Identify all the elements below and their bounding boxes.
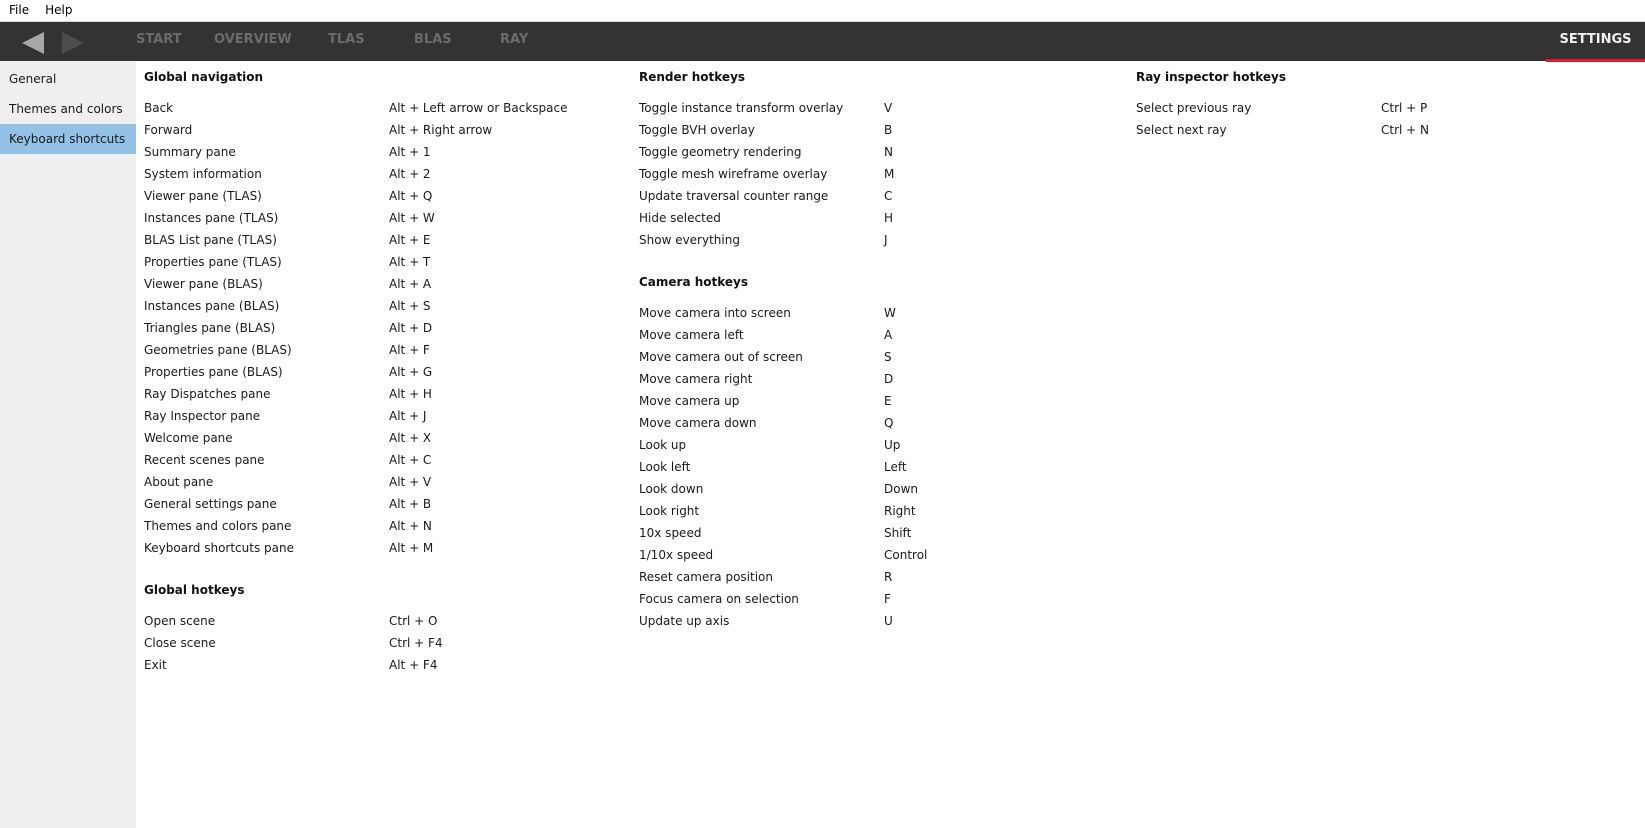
shortcut-action: Toggle mesh wireframe overlay (639, 167, 828, 181)
shortcut-key: Alt + C (389, 453, 432, 467)
shortcut-action: Look up (639, 438, 687, 452)
shortcut-key: Alt + W (389, 211, 435, 225)
shortcut-row (144, 428, 614, 450)
shortcut-key: Alt + F (389, 343, 430, 357)
shortcut-key: J (884, 233, 888, 247)
shortcut-row (144, 142, 614, 164)
shortcut-key: Alt + Q (389, 189, 433, 203)
shortcut-action: Toggle BVH overlay (639, 123, 755, 137)
shortcut-action: 1/10x speed (639, 548, 714, 562)
shortcut-action: Move camera out of screen (639, 350, 803, 364)
shortcut-key: U (884, 614, 893, 628)
shortcut-key: Alt + D (389, 321, 433, 335)
shortcut-action: BLAS List pane (TLAS) (144, 233, 277, 247)
shortcut-row (144, 208, 614, 230)
tab-settings[interactable] (1546, 22, 1645, 61)
shortcut-row (639, 186, 1109, 208)
section-title: Render hotkeys (639, 70, 746, 84)
shortcut-row (144, 340, 614, 362)
shortcut-key: Alt + N (389, 519, 432, 533)
menu-file[interactable]: File (9, 3, 30, 17)
shortcut-row (639, 413, 1109, 435)
shortcut-key: Alt + X (389, 431, 432, 445)
shortcut-row (144, 120, 614, 142)
shortcut-key: Alt + A (389, 277, 432, 291)
shortcut-row (639, 391, 1109, 413)
forward-arrow-icon[interactable] (62, 32, 84, 54)
shortcut-action: Instances pane (BLAS) (144, 299, 280, 313)
tab-blas[interactable]: BLAS (414, 32, 452, 47)
shortcut-action: Hide selected (639, 211, 721, 225)
shortcut-key: Alt + E (389, 233, 431, 247)
shortcut-action: Triangles pane (BLAS) (144, 321, 276, 335)
shortcut-action: Properties pane (BLAS) (144, 365, 283, 379)
shortcut-row (144, 494, 614, 516)
shortcut-list (639, 303, 1109, 633)
render-camera-section (639, 67, 1109, 633)
section-title: Camera hotkeys (639, 275, 749, 289)
shortcut-action: Instances pane (TLAS) (144, 211, 279, 225)
sidebar-item-keyboard-shortcuts[interactable]: Keyboard shortcuts (0, 124, 136, 154)
shortcut-key: Down (884, 482, 919, 496)
shortcut-key: Alt + S (389, 299, 431, 313)
shortcut-action: System information (144, 167, 262, 181)
shortcut-row (144, 655, 614, 677)
shortcut-row (639, 347, 1109, 369)
shortcut-row (639, 545, 1109, 567)
shortcut-key: E (884, 394, 892, 408)
shortcut-key: Alt + B (389, 497, 432, 511)
shortcut-key: F (884, 592, 891, 606)
ray-inspector-section (1136, 67, 1606, 142)
shortcut-action: About pane (144, 475, 214, 489)
shortcut-key: D (884, 372, 894, 386)
shortcut-row (144, 472, 614, 494)
shortcut-row (639, 98, 1109, 120)
shortcut-key: H (884, 211, 894, 225)
tab-tlas[interactable]: TLAS (328, 32, 365, 47)
shortcut-row (639, 325, 1109, 347)
section-title: Global hotkeys (144, 583, 245, 597)
shortcut-action: Look left (639, 460, 691, 474)
shortcut-action: Toggle geometry rendering (639, 145, 802, 159)
shortcut-action: General settings pane (144, 497, 277, 511)
shortcut-row (639, 457, 1109, 479)
shortcut-key: V (884, 101, 893, 115)
shortcut-row (1136, 120, 1606, 142)
navigation-bar (0, 21, 1645, 61)
shortcut-action: Reset camera position (639, 570, 773, 584)
settings-sidebar (0, 61, 136, 828)
shortcut-row (639, 501, 1109, 523)
shortcut-action: Close scene (144, 636, 216, 650)
tab-settings-label: SETTINGS (1559, 32, 1632, 47)
shortcut-row (144, 611, 614, 633)
back-arrow-icon[interactable] (22, 32, 44, 54)
shortcut-row (639, 611, 1109, 633)
shortcut-list (144, 98, 614, 560)
shortcut-key: Ctrl + N (1381, 123, 1430, 137)
shortcut-row (144, 362, 614, 384)
shortcut-key: C (884, 189, 893, 203)
shortcut-action: Geometries pane (BLAS) (144, 343, 292, 357)
shortcut-action: Move camera into screen (639, 306, 791, 320)
sidebar-item-general[interactable]: General (9, 72, 57, 86)
tab-start[interactable]: START (136, 32, 182, 47)
shortcut-row (144, 538, 614, 560)
shortcut-action: Update traversal counter range (639, 189, 829, 203)
shortcut-key: M (884, 167, 895, 181)
shortcut-list (1136, 98, 1606, 142)
shortcut-key: Alt + J (389, 409, 427, 423)
shortcut-row (144, 252, 614, 274)
shortcut-row (1136, 98, 1606, 120)
shortcut-action: Focus camera on selection (639, 592, 799, 606)
shortcut-key: Right (884, 504, 916, 518)
shortcut-key: Ctrl + F4 (389, 636, 443, 650)
shortcut-action: Properties pane (TLAS) (144, 255, 282, 269)
shortcut-key: Alt + 2 (389, 167, 431, 181)
shortcut-key: Q (884, 416, 894, 430)
shortcut-row (639, 120, 1109, 142)
shortcut-key: Up (884, 438, 901, 452)
shortcut-key: Alt + M (389, 541, 434, 555)
shortcut-key: A (884, 328, 893, 342)
shortcut-action: Forward (144, 123, 193, 137)
shortcut-row (639, 567, 1109, 589)
tab-overview[interactable]: OVERVIEW (214, 32, 292, 47)
shortcut-action: Ray Dispatches pane (144, 387, 271, 401)
shortcut-key: B (884, 123, 893, 137)
sidebar-item-themes-and-colors[interactable]: Themes and colors (9, 102, 123, 116)
shortcut-key: Shift (884, 526, 912, 540)
shortcut-key: Ctrl + O (389, 614, 438, 628)
shortcut-key: Alt + G (389, 365, 433, 379)
shortcut-action: Recent scenes pane (144, 453, 265, 467)
shortcut-row (639, 303, 1109, 325)
shortcut-row (144, 384, 614, 406)
shortcut-row (639, 523, 1109, 545)
keyboard-shortcuts-content (136, 61, 1645, 828)
shortcut-action: Viewer pane (TLAS) (144, 189, 262, 203)
shortcut-key: Control (884, 548, 928, 562)
shortcut-key: Alt + F4 (389, 658, 438, 672)
shortcut-key: Alt + H (389, 387, 432, 401)
shortcut-row (639, 479, 1109, 501)
shortcut-key: Alt + T (389, 255, 431, 269)
shortcut-action: Viewer pane (BLAS) (144, 277, 263, 291)
menu-bar (0, 0, 1645, 21)
shortcut-list (639, 98, 1109, 252)
shortcut-action: Move camera up (639, 394, 740, 408)
shortcut-row (144, 274, 614, 296)
shortcut-row (144, 318, 614, 340)
shortcut-key: S (884, 350, 892, 364)
shortcut-row (639, 164, 1109, 186)
shortcut-action: Show everything (639, 233, 740, 247)
shortcut-key: W (884, 306, 896, 320)
shortcut-action: Select previous ray (1136, 101, 1252, 115)
global-navigation-section (144, 67, 614, 677)
shortcut-key: Left (884, 460, 907, 474)
shortcut-action: Ray Inspector pane (144, 409, 261, 423)
menu-help[interactable]: Help (45, 3, 73, 17)
shortcut-row (144, 186, 614, 208)
shortcut-row (144, 633, 614, 655)
section-title: Global navigation (144, 70, 264, 84)
shortcut-row (144, 296, 614, 318)
shortcut-action: Select next ray (1136, 123, 1227, 137)
shortcut-key: N (884, 145, 893, 159)
shortcut-row (144, 516, 614, 538)
shortcut-row (639, 208, 1109, 230)
shortcut-key: Ctrl + P (1381, 101, 1428, 115)
shortcut-row (144, 230, 614, 252)
shortcut-row (144, 406, 614, 428)
shortcut-row (639, 230, 1109, 252)
shortcut-action: Move camera right (639, 372, 753, 386)
shortcut-action: Welcome pane (144, 431, 233, 445)
shortcut-key: Alt + V (389, 475, 432, 489)
shortcut-action: Exit (144, 658, 167, 672)
shortcut-action: Summary pane (144, 145, 236, 159)
shortcut-row (144, 164, 614, 186)
section-title: Ray inspector hotkeys (1136, 70, 1286, 84)
shortcut-action: Look down (639, 482, 704, 496)
shortcut-action: Move camera down (639, 416, 757, 430)
shortcut-action: Update up axis (639, 614, 730, 628)
shortcut-row (639, 142, 1109, 164)
shortcut-row (639, 589, 1109, 611)
tab-ray[interactable]: RAY (500, 32, 529, 47)
shortcut-action: Open scene (144, 614, 216, 628)
shortcut-key: Alt + 1 (389, 145, 431, 159)
shortcut-action: 10x speed (639, 526, 702, 540)
shortcut-key: Alt + Right arrow (389, 123, 493, 137)
shortcut-action: Themes and colors pane (144, 519, 292, 533)
shortcut-row (144, 450, 614, 472)
shortcut-action: Back (144, 101, 174, 115)
shortcut-row (639, 435, 1109, 457)
shortcut-action: Keyboard shortcuts pane (144, 541, 294, 555)
shortcut-action: Look right (639, 504, 700, 518)
shortcut-row (639, 369, 1109, 391)
shortcut-list (144, 611, 614, 677)
shortcut-action: Toggle instance transform overlay (639, 101, 844, 115)
shortcut-action: Move camera left (639, 328, 744, 342)
shortcut-key: R (884, 570, 893, 584)
shortcut-row (144, 98, 614, 120)
shortcut-key: Alt + Left arrow or Backspace (389, 101, 568, 115)
